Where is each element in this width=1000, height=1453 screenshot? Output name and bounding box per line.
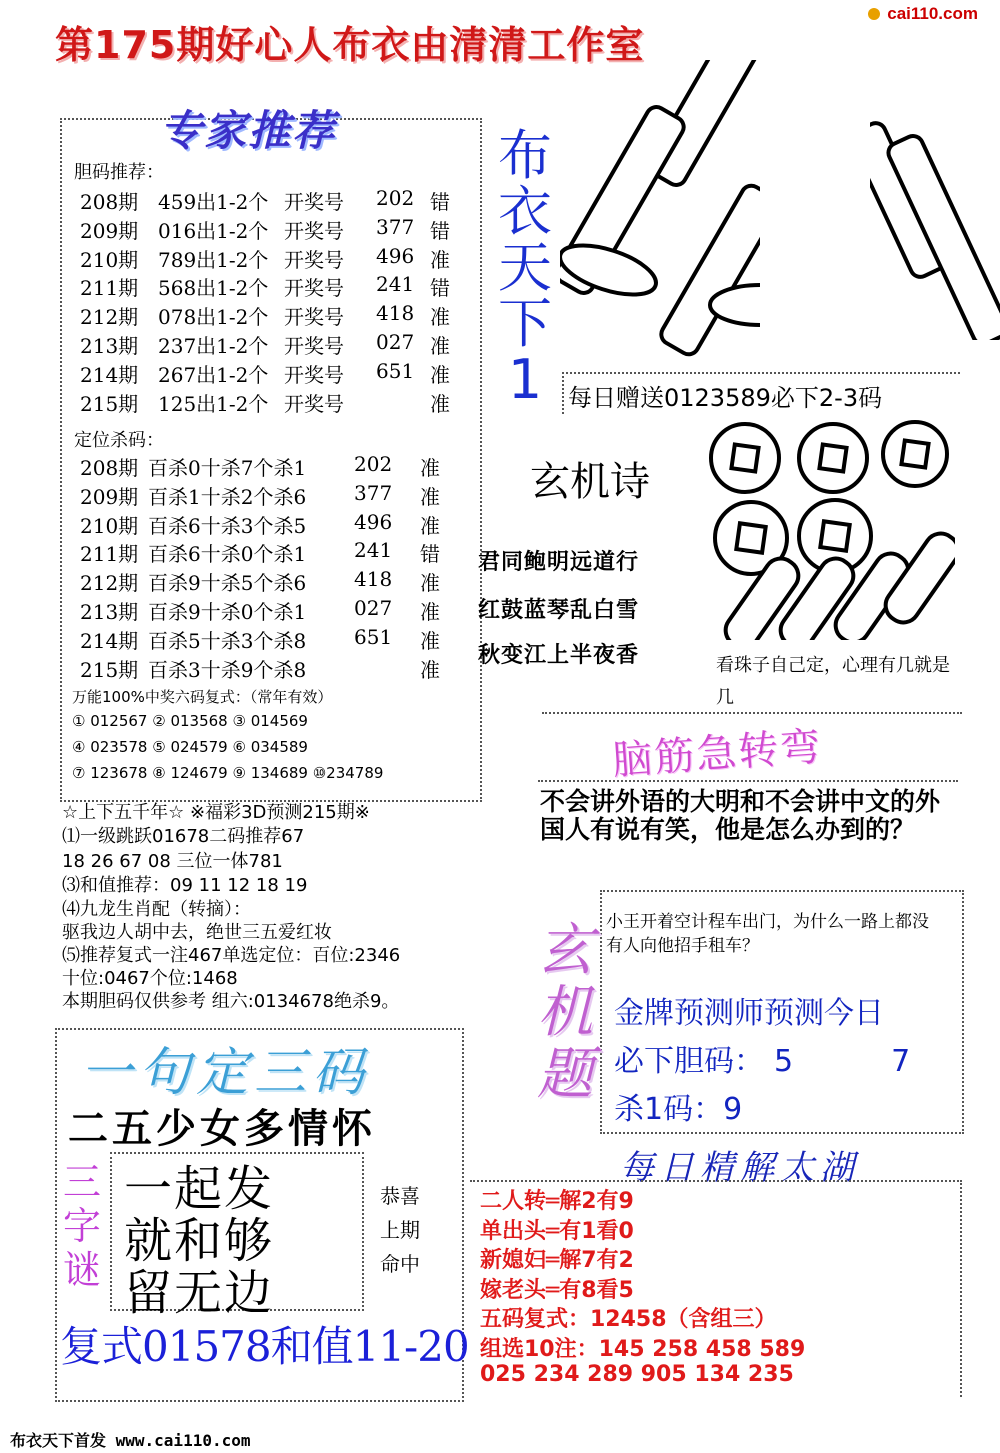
dan-cell-open-label: 开奖号 xyxy=(284,276,344,301)
kill-cell-pick: 百杀3十杀9个杀8 xyxy=(148,657,307,682)
kill-cell-result: 准 xyxy=(420,628,440,653)
dan-cell-open-label: 开奖号 xyxy=(284,247,344,272)
vertical-brand xyxy=(495,124,555,411)
daily-line: 单出头═有1看0 xyxy=(480,1219,634,1244)
dan-cell-open-label: 开奖号 xyxy=(284,362,344,387)
kill-cell-result: 准 xyxy=(420,484,440,509)
dan-cell-pick: 078出1-2个 xyxy=(158,305,269,330)
wqn-line: ⑴一级跳跃01678二码推荐67 xyxy=(62,826,305,847)
szm-title xyxy=(62,1160,102,1292)
riddle-text: 不会讲外语的大明和不会讲中文的外国人有说有笑，他是怎么办到的？ xyxy=(540,787,941,844)
dan-cell-num: 377 xyxy=(376,214,415,239)
page-title: 第175期好心人布衣由清清工作室 xyxy=(55,23,645,67)
site-logo-icon xyxy=(868,8,880,20)
six-row: ① 012567 ② 013568 ③ 014569 xyxy=(72,712,308,730)
dan-cell-pick: 789出1-2个 xyxy=(158,247,269,272)
dan-cell-num: 241 xyxy=(376,272,415,297)
daily-line: 二人转═解2有9 xyxy=(480,1189,634,1214)
dan-cell-num: 418 xyxy=(376,301,415,326)
kill-cell-num: 418 xyxy=(354,567,393,592)
xjt-title xyxy=(530,920,600,1106)
site-link[interactable]: cai110.com xyxy=(887,4,978,23)
kill-cell-num: 377 xyxy=(354,480,393,505)
dan-cell-open-label: 开奖号 xyxy=(284,305,344,330)
szm-char: 字 xyxy=(62,1204,101,1248)
kill-cell-period: 214期 xyxy=(80,628,139,653)
gold-line: 杀1码：9 xyxy=(614,1092,743,1127)
gold-line: 金牌预测师预测今日 xyxy=(614,996,884,1031)
dan-cell-pick: 568出1-2个 xyxy=(158,276,269,301)
kill-cell-num: 651 xyxy=(354,624,393,649)
wqn-line: 驱我边人胡中去，绝世三五爱红妆 xyxy=(62,922,332,943)
kill-cell-pick: 百杀9十杀5个杀6 xyxy=(148,571,307,596)
gold-line xyxy=(614,1036,910,1080)
kill-cell-result: 准 xyxy=(420,456,440,480)
xjs-title: 玄机诗 xyxy=(530,459,650,505)
kill-label: 定位杀码： xyxy=(74,430,164,451)
kill-cell-num: 241 xyxy=(354,538,393,563)
expert-title: 专家推荐 xyxy=(160,106,337,155)
dan-cell-open-label: 开奖号 xyxy=(284,334,344,358)
vertical-char: 衣 xyxy=(498,180,552,243)
dan-cell-pick: 237出1-2个 xyxy=(158,334,269,358)
gift-note: 每日赠送0123589必下2-3码 xyxy=(568,384,883,412)
kill-cell-result: 准 xyxy=(420,513,440,538)
szm-char: 三 xyxy=(62,1160,101,1204)
six-row: ⑦ 123678 ⑧ 124679 ⑨ 134689 ⑩234789 xyxy=(72,764,384,782)
big3-line: 就和够 xyxy=(124,1213,275,1269)
yjd-title: 一句定三码 xyxy=(80,1043,371,1103)
kill-cell-result: 准 xyxy=(420,571,440,596)
daily-line: 五码复式：12458（含组三） xyxy=(480,1307,777,1332)
six-row: ④ 023578 ⑤ 024579 ⑥ 034589 xyxy=(72,738,308,756)
daily-line: 组选10注：145 258 458 589 xyxy=(480,1337,806,1362)
kill-cell-num: 027 xyxy=(354,596,393,620)
wqn-line: 十位:0467个位:1468 xyxy=(62,968,238,989)
kill-cell-num: 202 xyxy=(354,452,393,476)
dan-cell-period: 213期 xyxy=(80,334,139,358)
wqn-line: ☆上下五千年☆ ※福彩3D预测215期※ xyxy=(62,802,370,823)
bars-illustration xyxy=(560,60,760,380)
daily-title: 每日精解太湖 xyxy=(620,1148,860,1188)
dan-cell-num: 496 xyxy=(376,243,415,268)
bars-illustration-2 xyxy=(870,120,1000,340)
dan-cell-result: 错 xyxy=(430,218,450,243)
vertical-char: 下 xyxy=(498,292,552,355)
gxsq-line: 恭喜 xyxy=(380,1184,420,1208)
dan-cell-result: 准 xyxy=(430,305,450,330)
xjt-char: 机 xyxy=(537,980,593,1045)
gxsq-line: 命中 xyxy=(380,1252,420,1276)
dan-cell-period: 209期 xyxy=(80,218,139,243)
kill-cell-num: 496 xyxy=(354,509,393,534)
daily-line: 嫁老头═有8看5 xyxy=(480,1278,634,1303)
beads-illustration xyxy=(705,418,955,640)
dan-cell-pick: 459出1-2个 xyxy=(158,190,269,214)
ewsn-text: 二五少女多情怀 xyxy=(68,1106,376,1152)
wqn-line: 18 26 67 08 三位一体781 xyxy=(62,851,283,872)
gold-num: 5 xyxy=(774,1044,794,1079)
big3-line: 一起发 xyxy=(124,1161,275,1217)
dan-cell-open-label: 开奖号 xyxy=(284,391,344,416)
dan-cell-open-label: 开奖号 xyxy=(284,218,344,243)
dan-cell-period: 210期 xyxy=(80,247,139,272)
wqn-line: ⑸推荐复式一注467单选定位：百位:2346 xyxy=(62,945,401,966)
kill-cell-pick: 百杀5十杀3个杀8 xyxy=(148,628,307,653)
dan-cell-pick: 016出1-2个 xyxy=(158,218,269,243)
poem-line: 红鼓蓝琴乱白雪 xyxy=(478,598,640,623)
kill-cell-period: 213期 xyxy=(80,600,139,624)
wqn-line: ⑶和值推荐：09 11 12 18 19 xyxy=(62,875,308,896)
dan-cell-pick: 267出1-2个 xyxy=(158,362,269,387)
kill-cell-result: 准 xyxy=(420,657,440,682)
kill-cell-pick: 百杀0十杀7个杀1 xyxy=(148,456,307,480)
divider xyxy=(538,780,958,782)
kill-cell-period: 210期 xyxy=(80,513,139,538)
fushi-text: 复式01578和值11-20 xyxy=(60,1322,469,1371)
vertical-char: 布 xyxy=(498,124,552,187)
daily-line: 025 234 289 905 134 235 xyxy=(480,1362,794,1387)
dan-cell-open-label: 开奖号 xyxy=(284,190,344,214)
dan-cell-num: 651 xyxy=(376,358,415,383)
kill-cell-pick: 百杀9十杀0个杀1 xyxy=(148,600,307,624)
vertical-char: 1 xyxy=(507,348,543,411)
szm-char: 谜 xyxy=(62,1248,101,1292)
wqn-line: ⑷九龙生肖配（转摘）： xyxy=(62,899,251,920)
six-label: 万能100%中奖六码复式：（常年有效） xyxy=(72,688,333,706)
poem-line: 秋变江上半夜香 xyxy=(478,643,640,668)
xjt-question: 小王开着空计程车出门，为什么一路上都没有人向他招手租车？ xyxy=(606,912,929,956)
kill-cell-period: 208期 xyxy=(80,456,139,480)
kill-cell-result: 错 xyxy=(420,542,440,567)
kill-cell-pick: 百杀6十杀0个杀1 xyxy=(148,542,307,567)
xjt-char: 题 xyxy=(537,1042,593,1107)
dan-cell-num: 027 xyxy=(376,330,415,354)
dan-cell-result: 准 xyxy=(430,362,450,387)
poem-line: 君同鲍明远道行 xyxy=(478,550,640,575)
dan-cell-result: 错 xyxy=(430,276,450,301)
big3-line: 留无边 xyxy=(124,1265,275,1321)
dan-cell-num: 202 xyxy=(376,186,415,210)
kill-cell-pick: 百杀1十杀2个杀6 xyxy=(148,484,307,509)
dan-cell-period: 215期 xyxy=(80,391,139,416)
kill-cell-pick: 百杀6十杀3个杀5 xyxy=(148,513,307,538)
dan-cell-result: 准 xyxy=(430,247,450,272)
wqn-line: 本期胆码仅供参考 组六:0134678绝杀9。 xyxy=(62,991,400,1012)
dan-label: 胆码推荐： xyxy=(74,162,164,183)
kill-cell-period: 212期 xyxy=(80,571,139,596)
kill-cell-result: 准 xyxy=(420,600,440,624)
divider xyxy=(542,712,962,716)
kill-cell-period: 211期 xyxy=(80,542,139,567)
gold-num: 7 xyxy=(891,1044,911,1079)
dan-cell-result: 准 xyxy=(430,391,450,416)
dan-cell-pick: 125出1-2个 xyxy=(158,391,269,416)
bead-note: 看珠子自己定，心理有几就是几 xyxy=(716,655,950,708)
xjt-char: 玄 xyxy=(537,918,593,983)
dan-cell-period: 208期 xyxy=(80,190,139,214)
daily-line: 新媳妇═解7有2 xyxy=(480,1248,634,1273)
vertical-char: 天 xyxy=(498,236,552,299)
kill-cell-period: 215期 xyxy=(80,657,139,682)
dan-cell-period: 211期 xyxy=(80,276,139,301)
gxsq-line: 上期 xyxy=(380,1218,420,1242)
dan-cell-result: 错 xyxy=(430,190,450,214)
gold-label: 必下胆码： xyxy=(614,1044,764,1079)
dan-cell-period: 212期 xyxy=(80,305,139,330)
kill-cell-period: 209期 xyxy=(80,484,139,509)
dan-cell-result: 准 xyxy=(430,334,450,358)
njjzw-title: 脑筋急转弯 xyxy=(610,723,824,785)
footer-text[interactable]: 布衣天下首发 www.cai110.com xyxy=(10,1431,251,1450)
dan-cell-period: 214期 xyxy=(80,362,139,387)
